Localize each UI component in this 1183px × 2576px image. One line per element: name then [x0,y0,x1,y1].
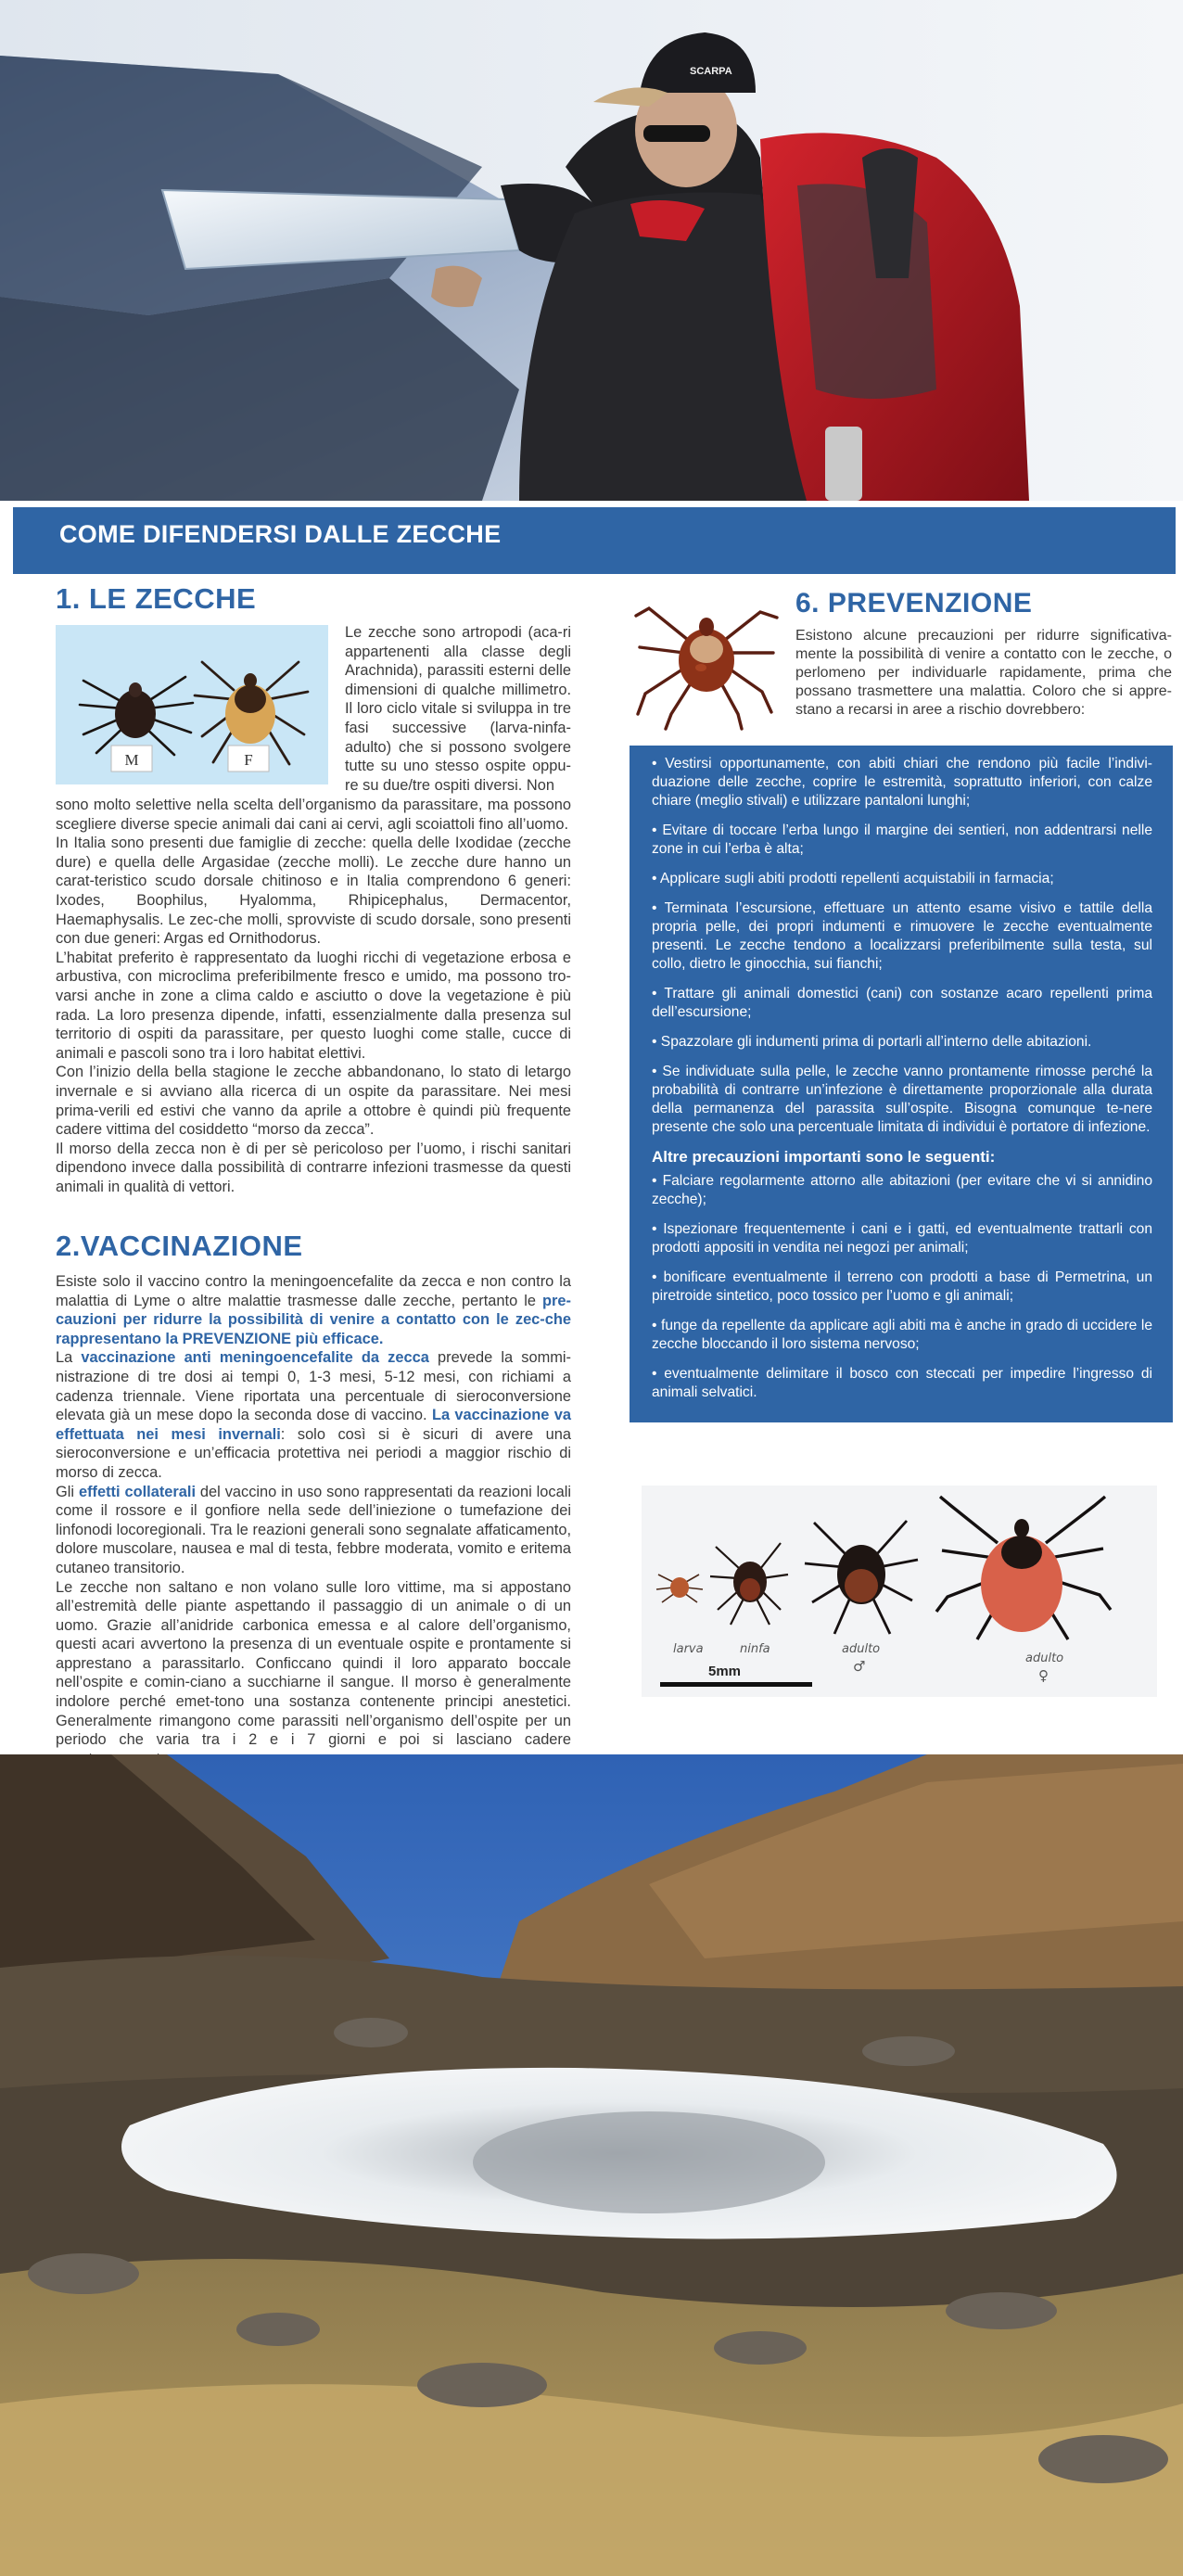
prevention-item: • Vestirsi opportunamente, con abiti chiari che rendono più facile l’indivi-duazione delle zecche, coprire le estremità, soprattutto inferiori, con calze chiare (meglio stivali) e utilizzare pantaloni lunghi; [652,756,1152,809]
section1-body [56,796,571,1196]
prevention-item: • Evitare di toccare l’erba lungo il margine dei sentieri, non addentrarsi nelle zone in cui l’erba è alta; [652,823,1152,857]
male-label: M [124,751,139,769]
section6-title: 6. PREVENZIONE [795,588,1033,618]
highlight-text: pre-cauzioni per ridurre la possibilità di venire a contatto con le zec-che rappresentano la PREVENZIONE più efficace. [56,1292,571,1347]
title-banner [13,507,1176,574]
prevention-item: • Terminata l’escursione, effettuare un attento esame visivo e tattile della propria pelle, dei propri indumenti e rimuovere le zecche eventualmente presenti. Le zecche tendono a localizzarsi preferibilmente sulla testa, sul collo, dietro le ginocchia, sui fianchi; [652,900,1152,972]
prevention-list [652,755,1152,1413]
hero-photo [0,0,1183,501]
section1-title: 1. LE ZECCHE [56,582,257,615]
text-run: prevede la sommi-nistrazione di tre dosi ai tempi 0, 1-3 mesi, 5-12 mesi, con richiami a cadenza triennale. Viene riportata una percentuale di sieroconversione elevata già un mese dopo la seconda dose di vaccino. [56,1349,571,1424]
page-title: COME DIFENDERSI DALLE ZECCHE [59,520,502,548]
text-run: Gli [56,1483,79,1500]
prevention-item: • Trattare gli animali domestici (cani) con sostanze acaro repellenti prima dell’escursione; [652,986,1152,1020]
section2-paragraph [56,1272,571,1348]
tick-photo [623,575,786,733]
section6-intro: Esistono alcune precauzioni per ridurre significativa-mente la possibilità di venire a contatto con le zecche, o perlomeno per individuarle rapidamente, prima che possano trasmettere una malattia. Coloro che si appre-stano a recarsi in aree a rischio dovrebbero: [795,628,1172,718]
tick-life-stages-figure [642,1486,1157,1697]
highlight-text: vaccinazione anti meningoencefalite da zecca [81,1349,429,1367]
stage-label: larva [673,1642,704,1656]
section1-paragraph: Il morso della zecca non è di per sè pericoloso per l’uomo, i rischi sanitari dipendono invece dalla possibilità di contrarre infezioni trasmesse da questi animali in qualità di vettori. [56,1140,571,1195]
cap-logo: SCARPA [690,66,732,77]
section2-body [56,1272,571,1768]
highlight-text: effetti collaterali [78,1483,197,1500]
stage-label: ninfa [740,1642,770,1656]
prevention-item: • Falciare regolarmente attorno alle abitazioni (per evitare che vi si annidino zecche); [652,1173,1152,1207]
prevention-item: • Se individuate sulla pelle, le zecche vanno prontamente rimosse perché la probabilità di contrarre un’infezione è direttamente proporzionale alla durata della permanenza del parassita sull’ospite. Bisogna comunque te-nere presente che solo una percentuale limitata di individui è portatore di infezione. [652,1064,1152,1135]
prevention-item: • bonificare eventualmente il terreno con prodotti a base di Permetrina, un piretroide sintetico, poco tossico per l’uomo e gli animali; [652,1269,1152,1304]
section1-intro-narrow: Le zecche sono artropodi (aca-ri appartenenti alla classe degli Arachnida), parassiti esterni delle dimensioni di qualche millimetro. Il loro ciclo vitale si sviluppa in tre fasi successive (larva-ninfa-adulto) che si possono svolgere tutte su uno stesso ospite oppu-re su due/tre ospiti diversi. Non [345,624,571,794]
section2-paragraph [56,1348,571,1482]
female-symbol: ♀ [1038,1667,1049,1684]
landscape-photo [0,1754,1183,2576]
section2-title: 2.VACCINAZIONE [56,1230,303,1262]
section1-paragraph: sono molto selettive nella scelta dell’organismo da parassitare, ma possono scegliere diverse specie animali dai cani ai cervi, agli scoiattoli fino all’uomo. [56,797,571,833]
male-symbol: ♂ [853,1658,866,1675]
stage-label: adulto [1025,1651,1064,1665]
prevention-item: • funge da repellente da applicare agli abiti ma è anche in grado di uccidere le zecche bloccando il loro sistema nervoso; [652,1318,1152,1352]
section1-paragraph: L’habitat preferito è rappresentato da luoghi ricchi di vegetazione erbosa e arbustiva, con microclima preferibilmente fresco e umido, ma possono tro-varsi anche in zone a clima caldo e asciutto o dove la vegetazione è più rada. La loro presenza dipende, infatti, essenzialmente dalla presenza sul territorio di ospiti da parassitare, per questo luoghi come stalle, cucce di animali e pascoli sono tra i loro habitat elettivi. [56,949,571,1062]
text-run: del vaccino in uso sono rappresentati da reazioni locali come il rossore e il gonfiore nella sede dell’iniezione o tumefazione dei linfonodi locoregionali. Tra le reazioni generali sono segnalate affaticamento, dolore muscolare, nausea e mal di testa, febbre moderata, vomito e eritema cutaneo transitorio. [56,1483,572,1576]
section1-paragraph: Con l’inizio della bella stagione le zecche abbandonano, lo stato di letargo invernale e si avviano alla ricerca di un ospite da parassitare. Nei mesi prima-verili ed estivi che vanno da aprile a ottobre è quindi più frequente cadere vittima del cosiddetto “morso da zecca”. [56,1064,571,1139]
text-run: La [56,1349,82,1367]
section1-paragraph: In Italia sono presenti due famiglie di zecche: quella delle Ixodidae (zecche dure) e quella delle Argasidae (zecche molli). Le zecche dure hanno un carat-teristico scudo dorsale chitinoso e in Italia comprendono 6 generi: Ixodes, Boophilus, Hyalomma, Rhipicephalus, Dermacentor, Haemaphysalis. Le zec-che molli, sprovviste di scudo dorsale, sono presenti con due generi: Argas ed Ornithodorus. [56,835,571,948]
female-label: F [244,751,253,769]
prevention-item: • eventualmente delimitare il bosco con steccati per impedire l’ingresso di animali selvatici. [652,1366,1152,1400]
prevention-box [630,746,1173,1422]
prevention-item: • Applicare sugli abiti prodotti repellenti acquistabili in farmacia; [652,871,1054,886]
stage-label: adulto [842,1642,881,1656]
ticks-male-female-photo [56,625,328,784]
prevention-item: • Spazzolare gli indumenti prima di portarli all’interno delle abitazioni. [652,1034,1092,1050]
section2-paragraph [56,1483,571,1578]
section2-paragraph: Le zecche non saltano e non volano sulle loro vittime, ma si appostano all’estremità delle piante aspettando il passaggio di un animale o di un uomo. Grazie all’anidride carbonica emessa e al calore dell’organismo, questi acari avvertono la presenza di un eventuale ospite e prontamente si apprestano a parassitarlo. Conficcano quindi il loro apparato boccale nell’ospite e comin-ciano a succhiarne il sangue. Il morso è generalmente indolore perché emet-tono una sostanza contenente principi anestetici. Generalmente rimangono come parassiti nell’organismo dell’ospite per un periodo che varia tra i 2 e i 7 giorni e poi si lasciano cadere [56,1578,571,1749]
prevention-item: • Ispezionare frequentemente i cani e i gatti, ed eventualmente trattarli con prodotti appositi in vendita nei negozi per animali; [652,1221,1152,1256]
prevention-subtitle: Altre precauzioni importanti sono le seguenti: [652,1148,996,1166]
text-run: Esiste solo il vaccino contro la meningoencefalite da zecca e non contro la malattia di Lyme o altre malattie trasmesse dalle zecche, pertanto le [56,1273,571,1309]
scale-label: 5mm [708,1664,742,1679]
text-run: : solo così si è sicuri di avere una sieroconversione e un’efficacia protettiva nei periodi a maggior rischio di morso di zecca. [56,1425,571,1481]
highlight-text: La vaccinazione va effettuata nei mesi invernali [56,1407,571,1443]
scale-bar [660,1682,812,1687]
